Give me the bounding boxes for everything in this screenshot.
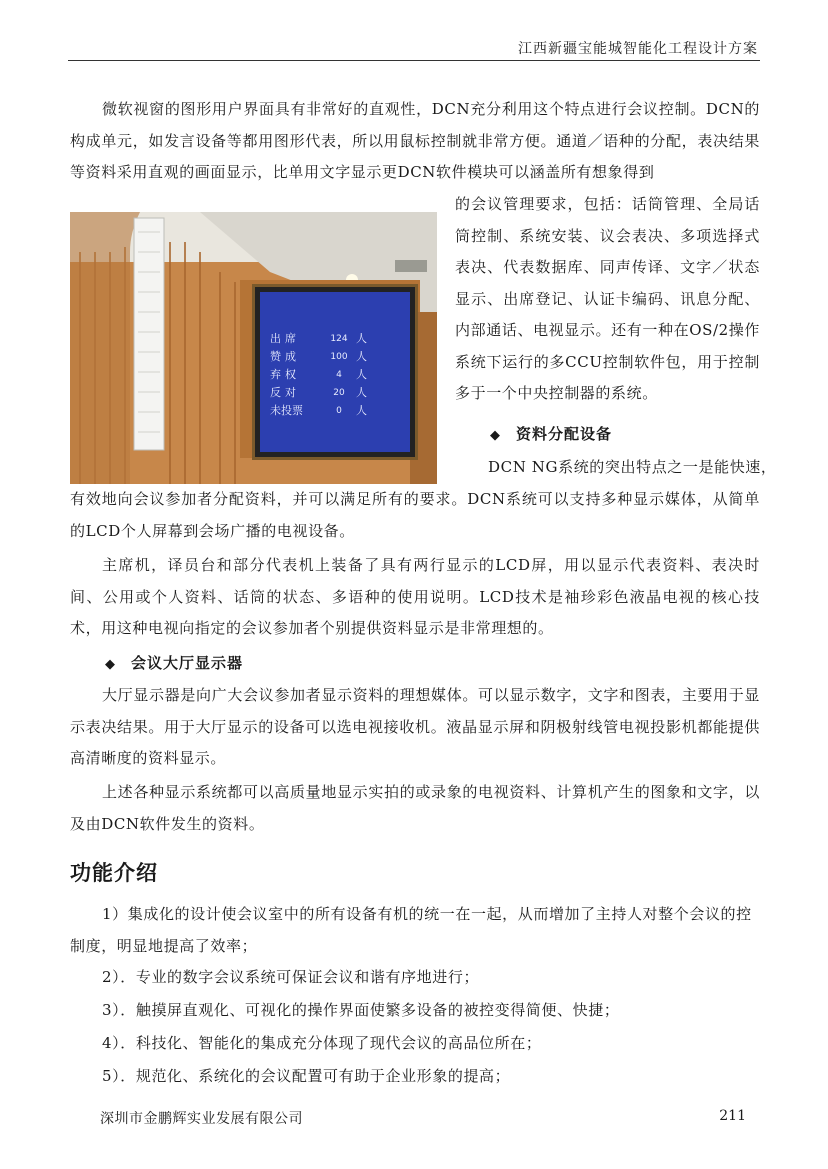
list-item: 5）．规范化、系统化的会议配置可有助于企业形象的提高； [102,1067,511,1085]
page-number: 211 [719,1108,746,1124]
subhead-hall-display: ◆ 会议大厅显示器 [105,654,244,672]
list-item: 3）．触摸屏直观化、可视化的操作界面使繁多设备的被控变得简便、快捷； [102,1001,620,1019]
hall-display-paragraph-1: 大厅显示器是向广大会议参加者显示资料的理想媒体。可以显示数字，文字和图表，主要用于显示表决结果。用于大厅显示的设备可以选电视接收机。液晶显示屏和阴极射线管电视投影机都能提供高清晰度的资料显示。 [70,686,760,767]
header-rule [68,60,760,61]
subhead-data-distribution: ◆ 资料分配设备 [490,425,613,443]
list-item: 2）．专业的数字会议系统可保证会议和谐有序地进行； [102,968,480,986]
screen-row: 弃权 4 人 [270,368,367,381]
diamond-bullet-icon: ◆ [490,428,501,443]
footer-company: 深圳市金鹏辉实业发展有限公司 [100,1111,303,1127]
header-title: 江西新疆宝能城智能化工程设计方案 [518,41,758,57]
screen-row: 出席 124 人 [270,332,367,345]
list-item: 4）．科技化、智能化的集成充分体现了现代会议的高品位所在； [102,1034,542,1052]
conference-hall-photo [70,212,437,484]
list-item: 1）集成化的设计使会议室中的所有设备有机的统一在一起，从而增加了主持人对整个会议的控制度，明显地提高了效率； [70,905,752,955]
diamond-bullet-icon: ◆ [105,657,116,672]
intro-paragraph: 微软视窗的图形用户界面具有非常好的直观性，DCN充分利用这个特点进行会议控制。DCN的构成单元，如发言设备等都用图形代表，所以用鼠标控制就非常方便。通道／语种的分配，表决结果等资料采用直观的画面显示，比单用文字显示更DCN软件模块可以涵盖所有想象得到 [70,100,760,181]
intro-wrap-paragraph: 的会议管理要求，包括：话筒管理、全局话筒控制、系统安装、议会表决、多项选择式表决、代表数据库、同声传译、文字／状态显示、出席登记、认证卡编码、讯息分配、内部通话、电视显示。还有一种在OS/2操作系统下运行的多CCU控制软件包，用于控制多于一个中央控制器的系统。 [455,195,760,402]
screen-row: 反对 20 人 [270,386,367,399]
screen-row: 未投票 0 人 [270,404,367,417]
hall-display-paragraph-2: 上述各种显示系统都可以高质量地显示实拍的或录象的电视资料、计算机产生的图象和文字，以及由DCN软件发生的资料。 [70,783,760,833]
screen-row: 赞成 100 人 [270,350,367,363]
section-title-features: 功能介绍 [70,861,158,885]
vote-result-screen [255,287,415,457]
data-dist-paragraph-2: 主席机，译员台和部分代表机上装备了具有两行显示的LCD屏，用以显示代表资料、表决时间、公用或个人资料、话筒的状态、多语种的使用说明。LCD技术是袖珍彩色液晶电视的核心技术，用这种电视向指定的会议参加者个别提供资料显示是非常理想的。 [70,556,760,637]
data-dist-paragraph-1: 有效地向会议参加者分配资料，并可以满足所有的要求。DCN系统可以支持多种显示媒体，从简单的LCD个人屏幕到会场广播的电视设备。 [70,490,760,540]
data-dist-wrap-line: DCN NG系统的突出特点之一是能快速， [488,458,777,476]
